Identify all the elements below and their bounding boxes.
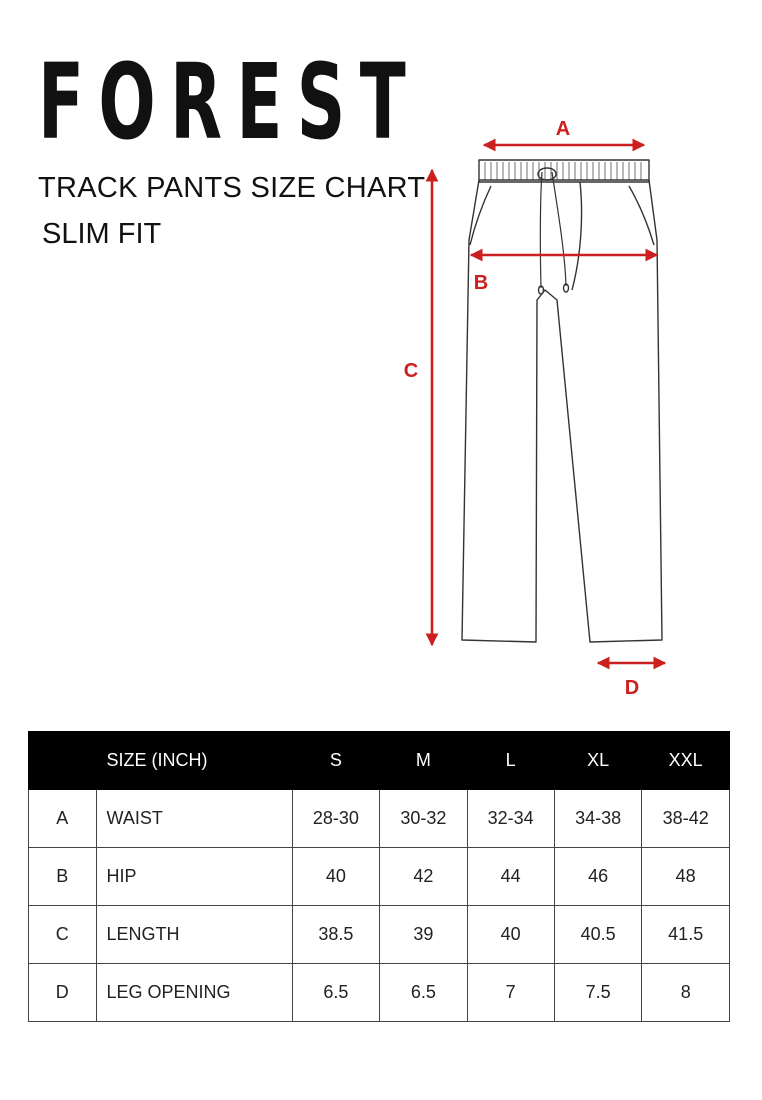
drawstring-right	[552, 172, 566, 286]
row-value: 32-34	[467, 790, 554, 848]
header-size-label: SIZE (INCH)	[96, 732, 292, 790]
row-key: C	[29, 906, 97, 964]
row-value: 7.5	[554, 964, 642, 1022]
row-value: 46	[554, 848, 642, 906]
table-header-row	[29, 732, 730, 790]
measurement-labels	[404, 118, 639, 699]
row-value: 48	[642, 848, 730, 906]
table-row	[29, 790, 730, 848]
row-value: 7	[467, 964, 554, 1022]
pants-outline	[462, 160, 662, 642]
size-table	[28, 731, 730, 1022]
row-key: D	[29, 964, 97, 1022]
row-value: 6.5	[380, 964, 467, 1022]
label-b: B	[473, 272, 489, 294]
header-key-cell	[29, 732, 97, 790]
pants-diagram	[380, 105, 700, 715]
table-row	[29, 906, 730, 964]
row-key: A	[29, 790, 97, 848]
header-size: XXL	[642, 732, 730, 790]
measurement-arrows	[432, 145, 665, 663]
row-value: 39	[380, 906, 467, 964]
pants-body	[462, 180, 662, 642]
drawstring-left	[540, 172, 542, 288]
row-label: WAIST	[96, 790, 292, 848]
waistband	[479, 160, 649, 182]
fit-type: SLIM FIT	[42, 218, 162, 250]
pocket-right	[629, 186, 654, 245]
row-value: 6.5	[292, 964, 380, 1022]
chart-title: TRACK PANTS SIZE CHART	[38, 172, 426, 204]
row-value: 8	[642, 964, 730, 1022]
row-value: 28-30	[292, 790, 380, 848]
row-value: 30-32	[380, 790, 467, 848]
row-value: 38-42	[642, 790, 730, 848]
table-row	[29, 964, 730, 1022]
row-value: 40	[292, 848, 380, 906]
label-d: D	[624, 677, 640, 699]
fly-seam	[572, 182, 582, 290]
row-label: LENGTH	[96, 906, 292, 964]
row-key: B	[29, 848, 97, 906]
row-value: 34-38	[554, 790, 642, 848]
row-value: 40	[467, 906, 554, 964]
header-size: S	[292, 732, 380, 790]
row-value: 40.5	[554, 906, 642, 964]
label-a: A	[555, 118, 571, 140]
row-value: 41.5	[642, 906, 730, 964]
label-c: C	[403, 360, 419, 382]
row-label: LEG OPENING	[96, 964, 292, 1022]
header-size: XL	[554, 732, 642, 790]
waistband-ribbing	[485, 162, 641, 180]
row-label: HIP	[96, 848, 292, 906]
table-row	[29, 848, 730, 906]
row-value: 44	[467, 848, 554, 906]
header-size: L	[467, 732, 554, 790]
brand-logo: FOREST	[38, 41, 421, 163]
row-value: 42	[380, 848, 467, 906]
row-value: 38.5	[292, 906, 380, 964]
header-size: M	[380, 732, 467, 790]
